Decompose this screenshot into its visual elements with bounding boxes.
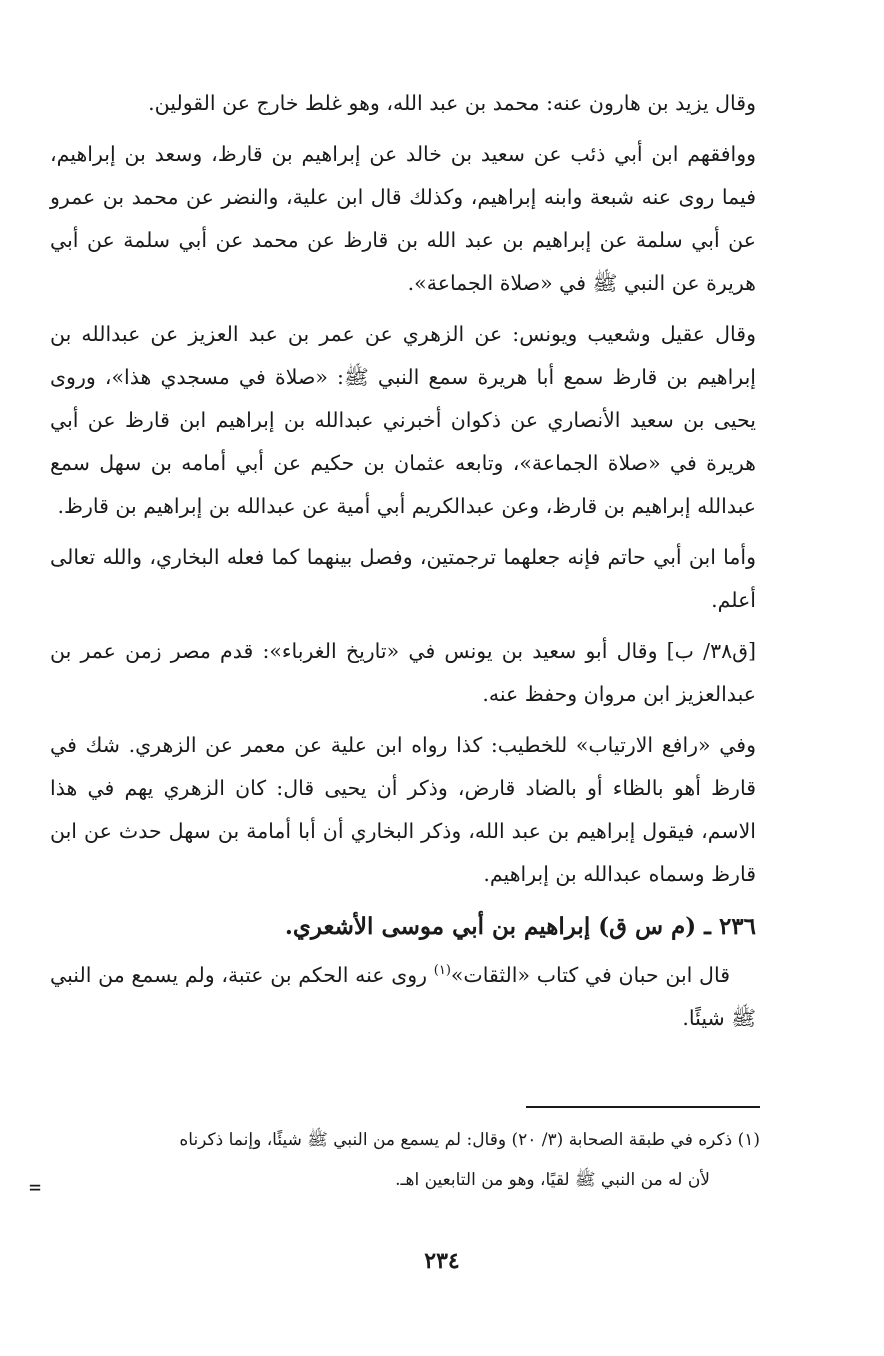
paragraph-2: ووافقهم ابن أبي ذئب عن سعيد بن خالد عن إبراهيم بن قارظ، وسعد بن إبراهيم، فيما روى عنه شبعة وابنه إبراهيم، وكذلك قال ابن علية، والنضر عن محمد بن عمرو عن أبي سلمة عن إبراهيم بن عبد الله بن قارظ عن محمد عن أبي سلمة عن أبي هريرة عن النبي ﷺ في «صلاة الجماعة». xyxy=(50,142,756,295)
footnote-line-2: لأن له من النبي ﷺ لقيًا، وهو من التابعين اهـ. xyxy=(395,1170,710,1190)
main-text xyxy=(50,82,756,1048)
footnote-separator xyxy=(526,1106,760,1108)
entry-text-before-note: قال ابن حبان في كتاب «الثقات» xyxy=(450,963,730,987)
margin-mark: = xyxy=(29,1175,42,1199)
footnotes xyxy=(50,1120,760,1200)
entry-text-after-note: روى عنه الحكم بن عتبة، ولم يسمع من النبي ﷺ شيئًا. xyxy=(50,963,756,1030)
entry-paragraph xyxy=(50,954,756,1040)
footnote-reference: (١) xyxy=(433,963,451,979)
paragraph-3: وقال عقيل وشعيب ويونس: عن الزهري عن عمر بن عبد العزيز عن عبدالله بن إبراهيم بن قارظ سمع أبا هريرة سمع النبي ﷺ: «صلاة في مسجدي هذا»، وروى يحيى بن سعيد الأنصاري عن ذكوان أخبرني عبدالله بن إبراهيم ابن قارظ عن أبي هريرة في «صلاة الجماعة»، وتابعه عثمان بن حكيم عن أبي أمامه بن سهل سمع عبدالله إبراهيم بن قارظ، وعن عبدالكريم أبي أمية عن عبدالله بن إبراهيم بن قارظ. xyxy=(50,322,756,518)
footnote-line-1: (١) ذكره في طبقة الصحابة (٣/ ٢٠) وقال: لم يسمع من النبي ﷺ شيئًا، وإنما ذكرناه xyxy=(179,1130,760,1150)
page-number: ٢٣٤ xyxy=(424,1248,460,1274)
paragraph-5: [ق٣٨/ ب] وقال أبو سعيد بن يونس في «تاريخ الغرباء»: قدم مصر زمن عمر بن عبدالعزيز ابن مروان وحفظ عنه. xyxy=(50,639,756,706)
paragraph-4: وأما ابن أبي حاتم فإنه جعلهما ترجمتين، وفصل بينهما كما فعله البخاري، والله تعالى أعلم. xyxy=(50,545,756,612)
entry-heading: ٢٣٦ ـ (م س ق) إبراهيم بن أبي موسى الأشعري. xyxy=(284,913,756,940)
paragraph-6: وفي «رافع الارتياب» للخطيب: كذا رواه ابن علية عن معمر عن الزهري. شك في قارظ أهو بالظاء أو بالضاد قارض، وذكر أن يحيى قال: كان الزهري يهم في هذا الاسم، فيقول إبراهيم بن عبد الله، وذكر البخاري أن أبا أمامة بن سهل حدث عن ابن قارظ وسماه عبدالله بن إبراهيم. xyxy=(50,733,756,886)
paragraph-1: وقال يزيد بن هارون عنه: محمد بن عبد الله، وهو غلط خارج عن القولين. xyxy=(148,91,756,115)
